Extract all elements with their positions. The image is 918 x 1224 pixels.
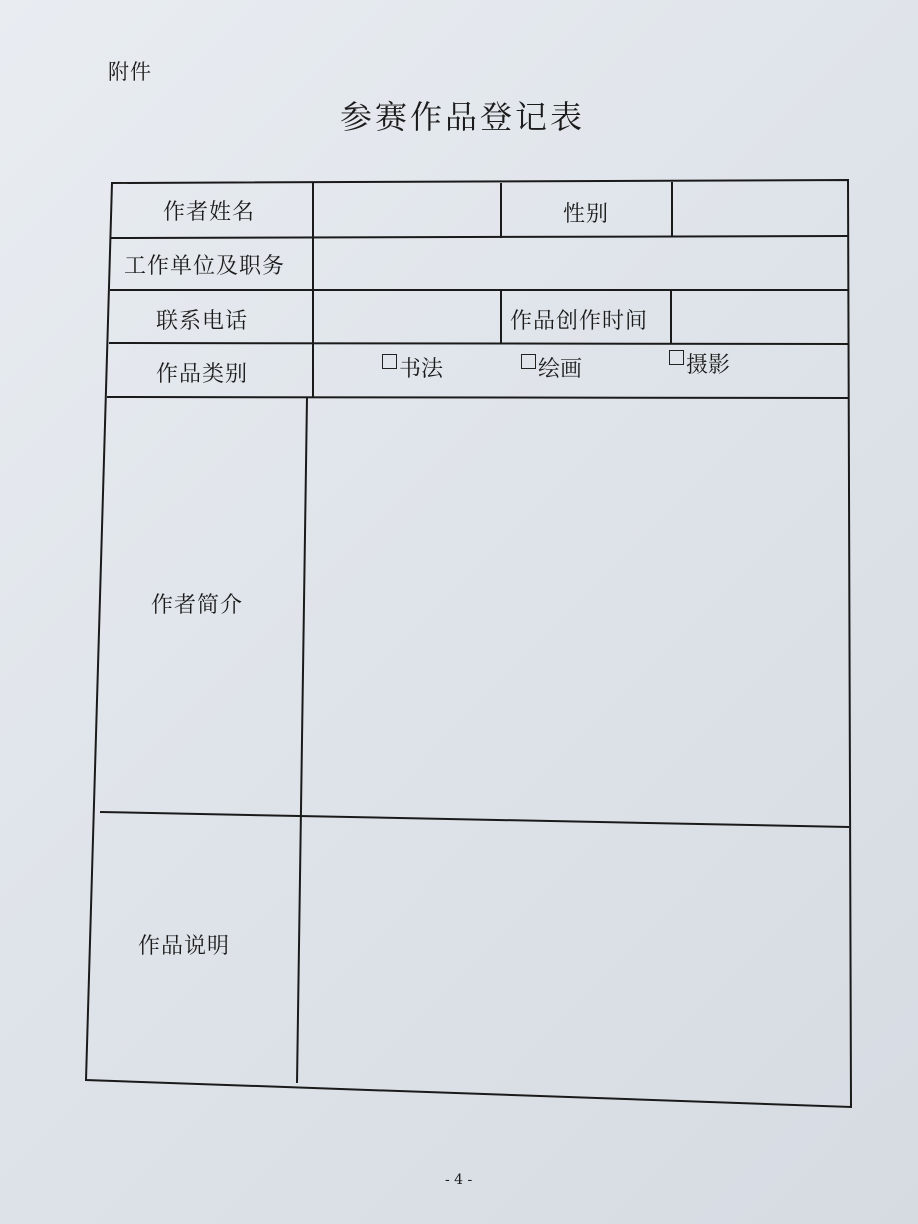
row-line-3 (109, 343, 848, 344)
option-label-calligraphy: 书法 (399, 357, 444, 382)
gender-label: 性别 (563, 202, 610, 227)
page-title: 参赛作品登记表 (340, 98, 586, 136)
creation-time-label: 作品创作时间 (510, 309, 649, 334)
work-unit-label: 工作单位及职务 (124, 254, 286, 279)
row-line-5 (100, 812, 849, 827)
row-line-4 (107, 397, 848, 398)
category-option-photography[interactable] (669, 348, 730, 379)
option-label-painting: 绘画 (538, 357, 583, 382)
checkbox-painting[interactable] (521, 354, 536, 369)
category-label: 作品类别 (156, 362, 249, 387)
author-bio-label: 作者简介 (151, 593, 244, 618)
author-name-label: 作者姓名 (163, 200, 256, 225)
page-number: - 4 - (445, 1172, 473, 1188)
option-label-photography: 摄影 (686, 353, 731, 378)
attachment-label: 附件 (108, 60, 152, 84)
category-option-calligraphy[interactable] (382, 352, 443, 383)
phone-label: 联系电话 (156, 309, 249, 334)
row-line-1 (111, 236, 848, 238)
checkbox-photography[interactable] (669, 350, 684, 365)
category-option-painting[interactable] (521, 352, 582, 383)
col-line-lower (297, 397, 307, 1083)
checkbox-calligraphy[interactable] (382, 354, 397, 369)
work-description-label: 作品说明 (138, 934, 231, 959)
